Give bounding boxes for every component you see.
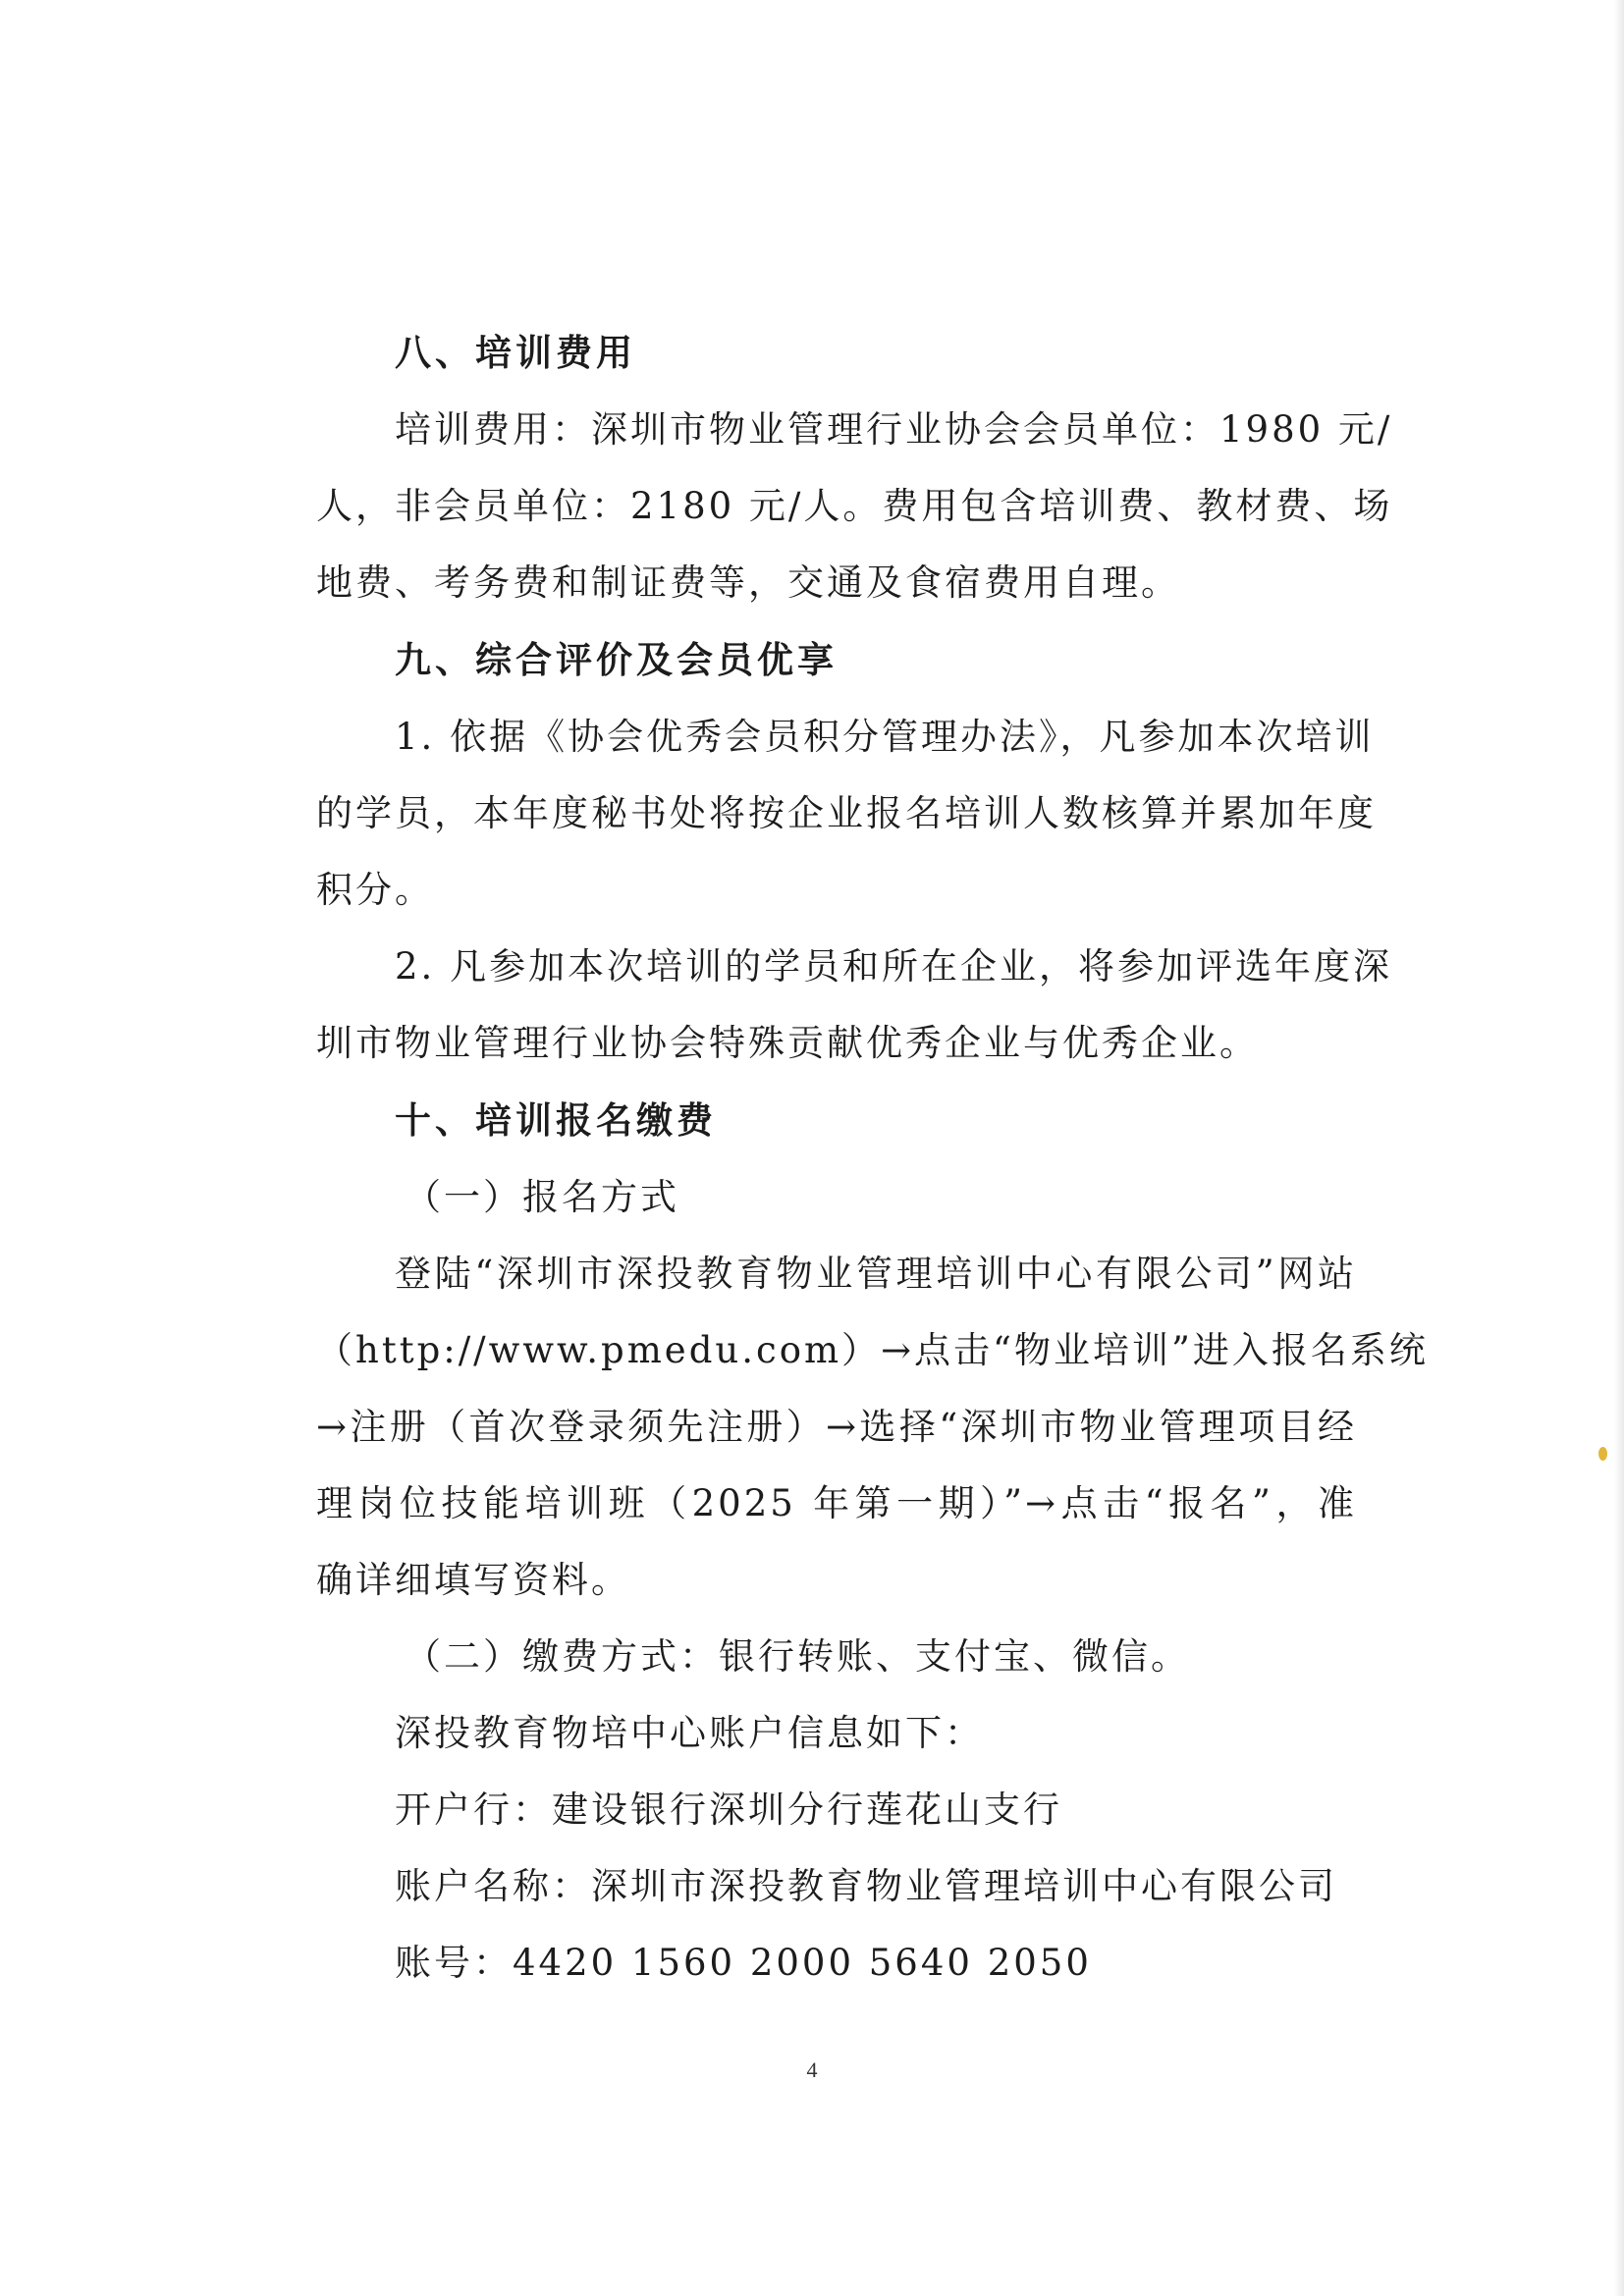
subheading-payment-method: （二）缴费方式：银行转账、支付宝、微信。	[405, 1635, 1190, 1678]
section-heading-evaluation: 九、综合评价及会员优享	[395, 639, 838, 681]
paragraph-line: 登陆“深圳市深投教育物业管理培训中心有限公司”网站	[395, 1253, 1357, 1295]
paragraph-line: →注册（首次登录须先注册）→选择“深圳市物业管理项目经	[316, 1406, 1357, 1448]
paragraph-line: 1. 依据《协会优秀会员积分管理办法》，凡参加本次培训	[395, 716, 1375, 758]
scan-edge-shadow	[1614, 0, 1624, 2296]
section-heading-registration: 十、培训报名缴费	[395, 1099, 717, 1142]
account-name: 账户名称：深圳市深投教育物业管理培训中心有限公司	[395, 1865, 1337, 1907]
paragraph-line: 2. 凡参加本次培训的学员和所在企业，将参加评选年度深	[395, 945, 1393, 988]
paragraph-line: 人，非会员单位：2180 元/人。费用包含培训费、教材费、场	[316, 485, 1393, 527]
paragraph-line: 培训费用：深圳市物业管理行业协会会员单位：1980 元/	[395, 408, 1393, 451]
account-intro: 深投教育物培中心账户信息如下：	[395, 1712, 984, 1754]
paragraph-line: 圳市物业管理行业协会特殊贡献优秀企业与优秀企业。	[316, 1022, 1259, 1064]
bank-name: 开户行：建设银行深圳分行莲花山支行	[395, 1789, 1062, 1831]
section-heading-fees: 八、培训费用	[395, 332, 636, 374]
paragraph-line: 确详细填写资料。	[316, 1559, 630, 1601]
paragraph-line: （http://www.pmedu.com）→点击“物业培训”进入报名系统	[316, 1329, 1429, 1371]
page-number: 4	[806, 2057, 818, 2082]
paragraph-line: 地费、考务费和制证费等，交通及食宿费用自理。	[316, 561, 1180, 604]
paragraph-line: 的学员，本年度秘书处将按企业报名培训人数核算并累加年度	[316, 792, 1377, 834]
paragraph-line: 理岗位技能培训班（2025 年第一期）”→点击“报名”，准	[316, 1482, 1357, 1524]
scan-speck	[1598, 1447, 1607, 1461]
paragraph-line: 积分。	[316, 869, 434, 911]
account-number: 账号：4420 1560 2000 5640 2050	[395, 1942, 1092, 1984]
subheading-registration-method: （一）报名方式	[405, 1176, 679, 1218]
